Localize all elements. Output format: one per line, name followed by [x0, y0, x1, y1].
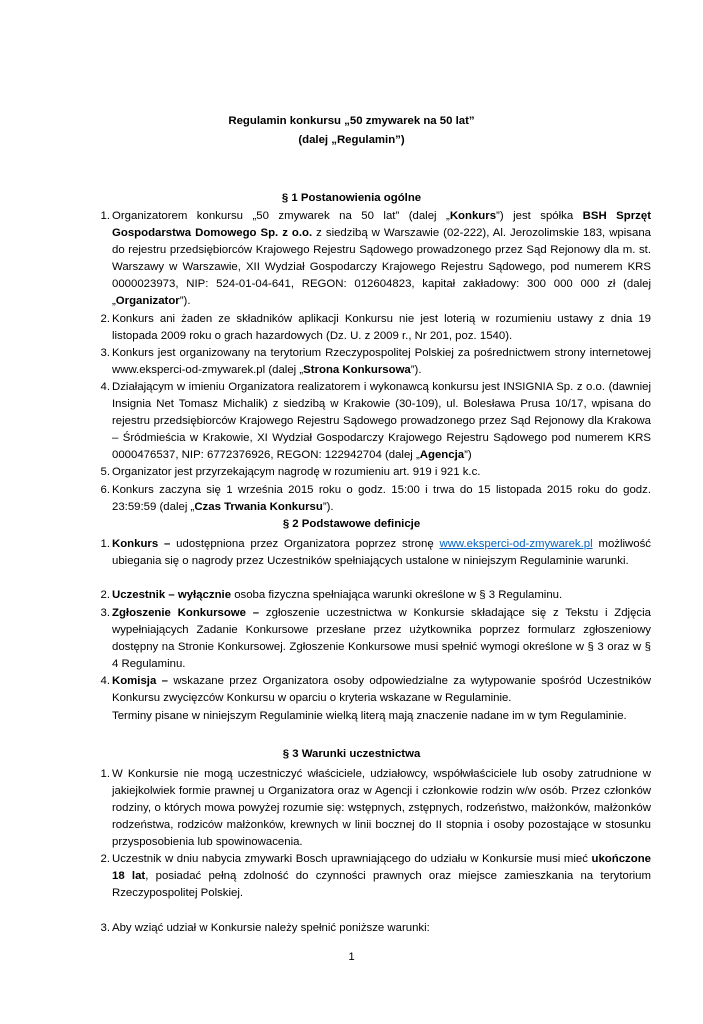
term-konkurs: Konkurs — [449, 210, 497, 222]
list-number: 3. — [100, 922, 110, 934]
website-link[interactable]: www.eksperci-od-zmywarek.pl — [439, 538, 593, 550]
text: wskazane przez Organizatora osoby odpowiedzialne za wytypowanie spośród Uczestników Konkursu zwycięzców Konkursu w oparciu o kryteria wskazane w Regulaminie. — [112, 675, 651, 705]
s1-item-4 — [100, 379, 651, 464]
s1-item-1 — [100, 208, 651, 311]
text: Organizatorem konkursu „50 zmywarek na 50 lat” (dalej „ — [112, 210, 450, 222]
text: ”) jest spółka — [496, 210, 583, 222]
page-number: 1 — [348, 951, 355, 963]
age-requirement: ukończone 18 lat — [112, 853, 651, 883]
company-name: BSH Sprzęt Gospodarstwa Domowego Sp. z o.o. — [112, 210, 651, 240]
text: ”). — [179, 295, 191, 308]
text: zgłoszenie uczestnictwa w Konkursie składające się z Tekstu i Zdjęcia wypełniających Zadanie Konkursowe przesłane przez użytkownika poprzez formularz zgłoszeniowy dostępny na Stronie Konkursowej. Zgłoszenie Konkursowe musi spełnić wymogi określone w § 3 oraz w § 4 Regulaminu. — [112, 607, 651, 671]
definitions-note: Terminy pisane w niniejszym Regulaminie wielką literą mają znaczenie nadane im w tym Regulaminie. — [112, 710, 627, 722]
list-number: 2. — [100, 853, 110, 865]
document-title: Regulamin konkursu „50 zmywarek na 50 lat” — [228, 115, 475, 127]
term-komisja: Komisja – — [112, 675, 168, 687]
s3-item-3 — [100, 920, 651, 937]
s1-item-5 — [100, 464, 651, 481]
term-uczestnik: Uczestnik – wyłącznie — [112, 589, 232, 601]
list-number: 1. — [100, 210, 110, 222]
term-strona-konkursowa: Strona Konkursowa — [303, 364, 411, 377]
section-2-heading: § 2 Podstawowe definicje — [282, 518, 421, 530]
list-number: 2. — [100, 589, 110, 601]
s2-item-3 — [100, 605, 651, 673]
list-number: 2. — [100, 313, 110, 325]
text: Organizator jest przyrzekającym nagrodę w rozumieniu art. 919 i 921 k.c. — [112, 466, 481, 478]
text: Działającym w imieniu Organizatora realizatorem i wykonawcą konkursu jest INSIGNIA Sp. z o.o. (dawniej Insignia Net Tomasz Michalik) z siedzibą w Krakowie (30-109), ul. Bolesława Prusa 10/17, wpisana do rejestru przedsiębiorców Krajowego Rejestru Sądowego prowadzonego przez Sąd Rejonowy dla Krakowa – Śródmieścia w Krakowie, XI Wydział Gospodarczy Krajowego Rejestru Sądowego pod numerem KRS 0000476537, NIP: 6772376926, REGON: 122942704 (dalej „ — [112, 381, 651, 462]
s1-item-2 — [100, 311, 651, 345]
term-czas-trwania: Czas Trwania Konkursu — [194, 501, 323, 514]
s1-item-3 — [100, 345, 651, 379]
text: Konkurs jest organizowany na terytorium Rzeczypospolitej Polskiej za pośrednictwem strony internetowej www.eksperci-od-zmywarek.pl (dalej „ — [112, 347, 651, 377]
s3-item-1 — [100, 766, 651, 851]
list-number: 4. — [100, 675, 110, 687]
term-konkurs: Konkurs – — [112, 538, 171, 550]
text: ”). — [410, 364, 422, 377]
text: W Konkursie nie mogą uczestniczyć właściciele, udziałowcy, współwłaściciele lub osoby zatrudnione w jakiejkolwiek formie prawnej u Organizatora oraz w Agencji i członkowie rodzin w/w osób. Przez członków rodziny, o których mowa powyżej rozumie się: wstępnych, zstępnych, rodzeństwo, małżonków, małżonków rodzeństwa, rodziców małżonków, krewnych w linii bocznej do II stopnia i osoby pozostające w stosunku przysposobienia lub spowinowacenia. — [112, 768, 651, 849]
s3-item-2 — [100, 851, 651, 902]
list-number: 1. — [100, 538, 110, 550]
term-organizator: Organizator — [115, 295, 180, 308]
term-zgloszenie: Zgłoszenie Konkursowe – — [112, 607, 260, 619]
text: Konkurs ani żaden ze składników aplikacji Konkursu nie jest loterią w rozumieniu ustawy z dnia 19 listopada 2009 roku o grach hazardowych (Dz. U. z 2009 r., Nr 201, poz. 1540). — [112, 313, 651, 343]
text: z siedzibą w Warszawie (02-222), Al. Jerozolimskie 183, wpisana do rejestru przedsiębiorców Krajowego Rejestru Sądowego prowadzonego przez Sąd Rejonowy dla m. st. Warszawy w Warszawie, XII Wydział Gospodarczy Krajowego Rejestru Sądowego, pod numerem KRS 0000023973, NIP: 524-01-04-641, REGON: 012604823, kapitał zakładowy: 300 000 000 zł (dalej „ — [112, 227, 651, 308]
list-number: 6. — [100, 484, 110, 496]
list-number: 3. — [100, 607, 110, 619]
text: ”). — [322, 501, 334, 514]
document-subtitle: (dalej „Regulamin”) — [298, 134, 405, 146]
term-agencja: Agencja — [419, 449, 465, 462]
list-number: 3. — [100, 347, 110, 359]
text: osoba fizyczna spełniająca warunki określone w § 3 Regulaminu. — [231, 589, 563, 601]
text: możliwość ubiegania się o nagrody przez Uczestników spełniających ustalone w niniejszym Regulaminie warunki. — [112, 538, 651, 568]
s2-item-1 — [100, 536, 651, 570]
section-1-heading: § 1 Postanowienia ogólne — [281, 192, 422, 204]
list-number: 5. — [100, 466, 110, 478]
text: Aby wziąć udział w Konkursie należy spełnić poniższe warunki: — [112, 922, 430, 934]
text: udostępniona przez Organizatora poprzez stronę — [170, 538, 440, 550]
text: Konkurs zaczyna się 1 września 2015 roku o godz. 15:00 i trwa do 15 listopada 2015 roku do godz. 23:59:59 (dalej „ — [112, 484, 651, 514]
s2-item-4 — [100, 673, 651, 707]
list-number: 4. — [100, 381, 110, 393]
text: ”) — [464, 449, 472, 462]
section-3-heading: § 3 Warunki uczestnictwa — [282, 748, 421, 760]
s1-item-6 — [100, 482, 651, 516]
text: , posiadać pełną zdolność do czynności prawnych oraz miejsce zamieszkania na terytorium Rzeczypospolitej Polskiej. — [112, 870, 651, 900]
list-number: 1. — [100, 768, 110, 780]
s2-item-2 — [100, 587, 651, 604]
text: Uczestnik w dniu nabycia zmywarki Bosch uprawniającego do udziału w Konkursie musi mieć — [112, 853, 592, 865]
